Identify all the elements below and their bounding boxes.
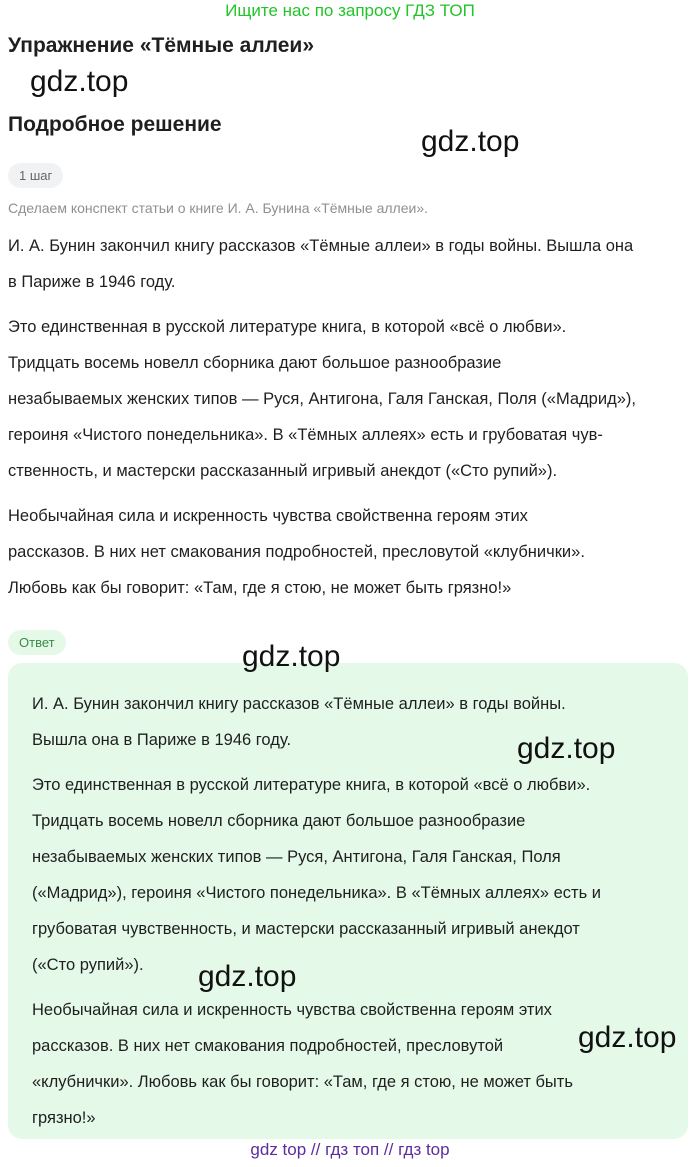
text-line: незабываемых женских типов — Руся, Антигона, Галя Ганская, Поля: [32, 848, 561, 866]
step-hint: Сделаем конспект статьи о книге И. А. Бунина «Тёмные аллеи».: [8, 200, 429, 216]
solution-paragraph: [8, 498, 692, 606]
text-line: Это единственная в русской литературе книга, в которой «всё о любви».: [32, 776, 591, 794]
text-line: грубоватая чувственность, и мастерски рассказанный игривый анекдот: [32, 920, 580, 938]
text-line: героиня «Чистого понедельника». В «Тёмных аллеях» есть и грубоватая чув-: [8, 426, 603, 444]
solution-paragraph: [8, 309, 692, 489]
text-line: Это единственная в русской литературе книга, в которой «всё о любви».: [8, 318, 567, 336]
text-line: («Сто рупий»).: [32, 956, 144, 974]
text-line: ственность, и мастерски рассказанный игривый анекдот («Сто рупий»).: [8, 462, 558, 480]
answer-badge: Ответ: [8, 630, 66, 655]
solution-paragraph: [8, 228, 692, 300]
answer-paragraph: [32, 767, 668, 983]
text-line: Любовь как бы говорит: «Там, где я стою, не может быть грязно!»: [8, 579, 512, 597]
text-line: («Мадрид»), героиня «Чистого понедельника». В «Тёмных аллеях» есть и: [32, 884, 601, 902]
text-line: грязно!»: [32, 1109, 96, 1127]
text-line: Необычайная сила и искренность чувства свойственна героям этих: [32, 1001, 552, 1019]
watermark: gdz.top: [421, 125, 520, 158]
section-title: Подробное решение: [8, 113, 222, 136]
text-line: Вышла она в Париже в 1946 году.: [32, 731, 292, 749]
text-line: Необычайная сила и искренность чувства свойственна героям этих: [8, 507, 528, 525]
text-line: в Париже в 1946 году.: [8, 273, 176, 291]
text-line: рассказов. В них нет смакования подробностей, пресловутой: [32, 1037, 504, 1055]
exercise-title: Упражнение «Тёмные аллеи»: [8, 34, 315, 57]
answer-paragraph: [32, 992, 668, 1136]
watermark: gdz.top: [198, 960, 297, 993]
step-badge: 1 шаг: [8, 163, 63, 188]
text-line: И. А. Бунин закончил книгу рассказов «Тёмные аллеи» в годы войны. Вышла она: [8, 237, 634, 255]
watermark: gdz.top: [30, 65, 129, 98]
footer-links[interactable]: gdz top // гдз топ // гдз top: [250, 1140, 450, 1159]
text-line: рассказов. В них нет смакования подробностей, пресловутой «клубнички».: [8, 543, 585, 561]
solution-text: [8, 228, 692, 615]
watermark: gdz.top: [242, 640, 341, 673]
text-line: незабываемых женских типов — Руся, Антигона, Галя Ганская, Поля («Мадрид»),: [8, 390, 636, 408]
text-line: «клубнички». Любовь как бы говорит: «Там, где я стою, не может быть: [32, 1073, 573, 1091]
top-banner[interactable]: Ищите нас по запросу ГДЗ ТОП: [225, 1, 475, 20]
text-line: Тридцать восемь новелл сборника дают большое разнообразие: [32, 812, 526, 830]
text-line: Тридцать восемь новелл сборника дают большое разнообразие: [8, 354, 502, 372]
watermark: gdz.top: [517, 732, 616, 765]
text-line: И. А. Бунин закончил книгу рассказов «Тёмные аллеи» в годы войны.: [32, 695, 566, 713]
watermark: gdz.top: [578, 1021, 677, 1054]
